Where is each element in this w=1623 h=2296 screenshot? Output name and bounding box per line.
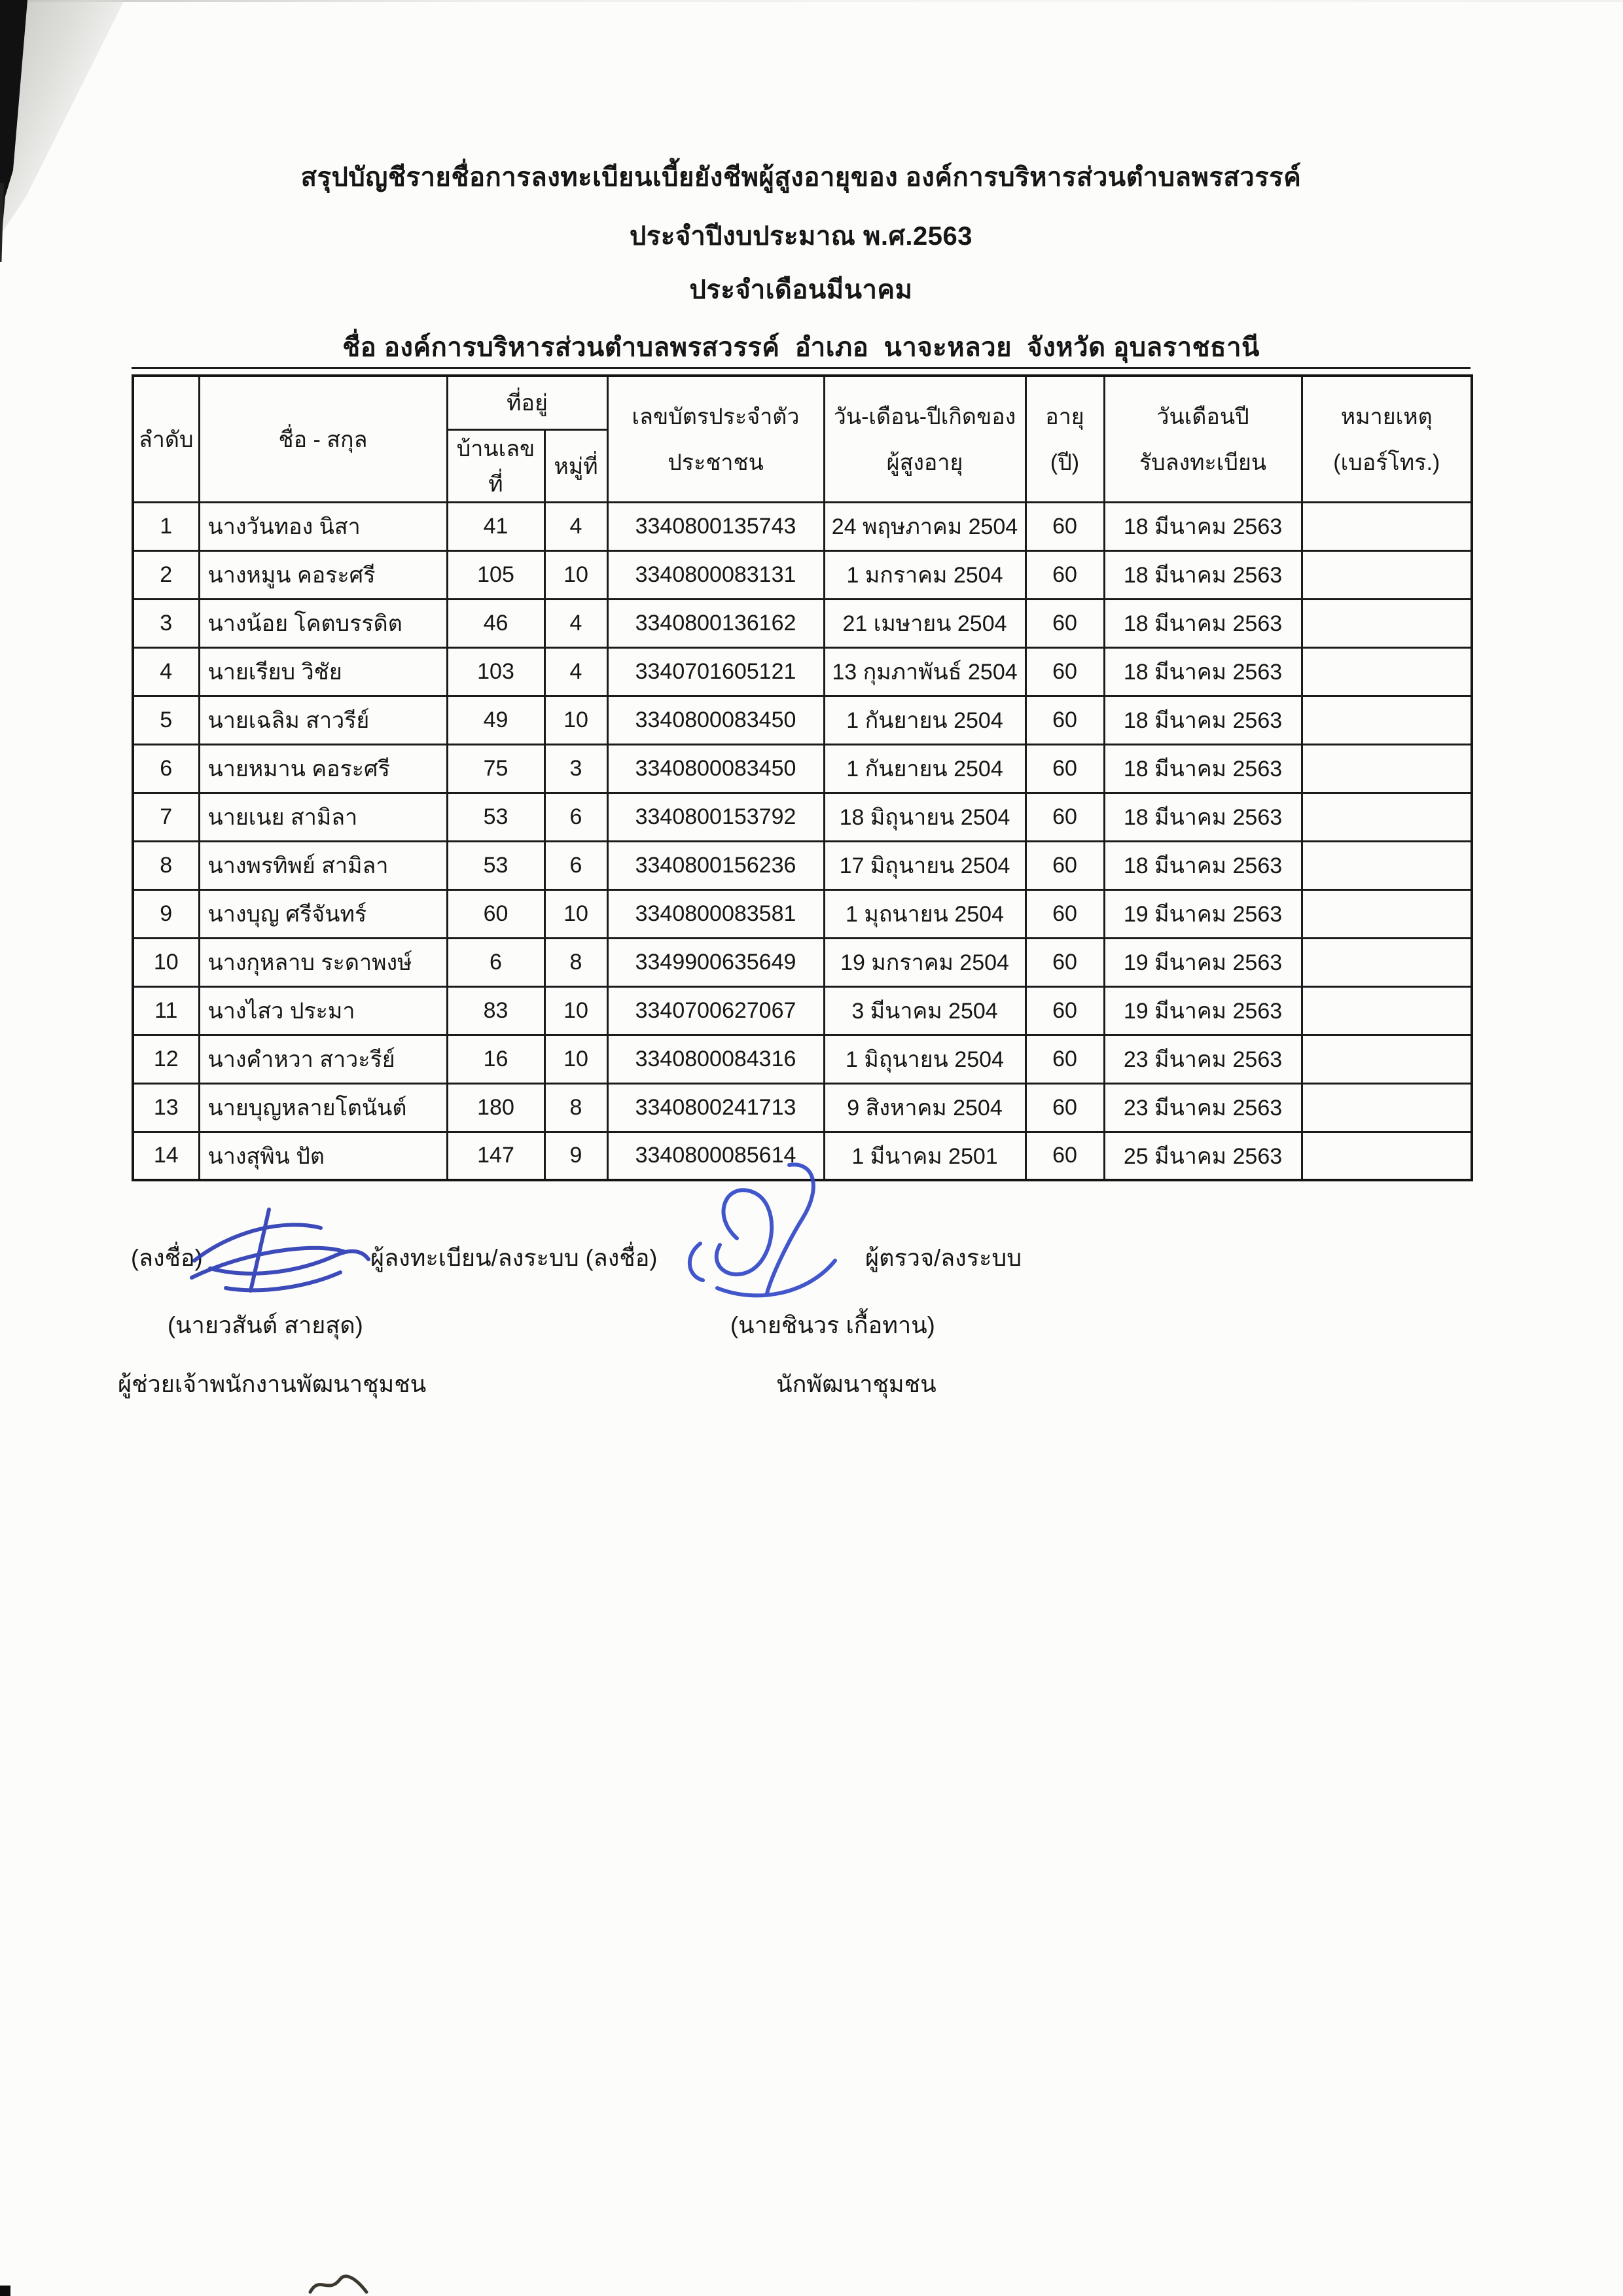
cell-no: 2 xyxy=(133,550,199,599)
cell-age: 60 xyxy=(1026,744,1104,793)
cell-reg-date: 23 มีนาคม 2563 xyxy=(1104,1035,1302,1083)
cell-reg-date: 18 มีนาคม 2563 xyxy=(1104,550,1302,599)
cell-note xyxy=(1302,1035,1472,1083)
scan-corner-shade-artifact xyxy=(0,0,124,236)
cell-house-no: 53 xyxy=(447,841,544,889)
signature-right xyxy=(674,1158,857,1309)
cell-no: 6 xyxy=(133,744,199,793)
cell-moo: 6 xyxy=(544,793,607,841)
cell-reg-date: 18 มีนาคม 2563 xyxy=(1104,841,1302,889)
cell-birth-date: 1 มีนาคม 2501 xyxy=(824,1132,1026,1180)
cell-moo: 10 xyxy=(544,889,607,938)
document-title-line4: ชื่อ องค์การบริหารส่วนตำบลพรสวรรค์ อำเภอ นาจะหลวย จังหวัด อุบลราชธานี xyxy=(342,333,1260,362)
cell-reg-date: 18 มีนาคม 2563 xyxy=(1104,744,1302,793)
cell-reg-date: 25 มีนาคม 2563 xyxy=(1104,1132,1302,1180)
sign-name-left: (นายวสันต์ สายสุด) xyxy=(168,1312,363,1338)
cell-reg-date: 19 มีนาคม 2563 xyxy=(1104,986,1302,1035)
cell-house-no: 6 xyxy=(447,938,544,986)
cell-note xyxy=(1302,647,1472,696)
registration-table xyxy=(132,374,1473,1181)
cell-age: 60 xyxy=(1026,647,1104,696)
cell-house-no: 103 xyxy=(447,647,544,696)
table-row xyxy=(133,599,1472,647)
cell-reg-date: 18 มีนาคม 2563 xyxy=(1104,599,1302,647)
cell-age: 60 xyxy=(1026,889,1104,938)
scan-top-edge-artifact xyxy=(0,0,1623,2)
cell-name: นายเฉลิม สาวรีย์ xyxy=(199,696,447,744)
cell-reg-date: 23 มีนาคม 2563 xyxy=(1104,1083,1302,1132)
document-title-line3: ประจำเดือนมีนาคม xyxy=(689,276,913,304)
cell-age: 60 xyxy=(1026,550,1104,599)
cell-name: นางสุพิน ปัต xyxy=(199,1132,447,1180)
cell-moo: 4 xyxy=(544,599,607,647)
sign-title-right: นักพัฒนาชุมชน xyxy=(776,1371,936,1397)
cell-id-card: 3340800083131 xyxy=(607,550,824,599)
cell-no: 9 xyxy=(133,889,199,938)
cell-note xyxy=(1302,793,1472,841)
cell-age: 60 xyxy=(1026,986,1104,1035)
table-row xyxy=(133,1035,1472,1083)
document-title-line2: ประจำปีงบประมาณ พ.ศ.2563 xyxy=(630,222,972,251)
cell-name: นางน้อย โคตบรรดิต xyxy=(199,599,447,647)
col-header-address: ที่อยู่ xyxy=(447,376,607,429)
table-row xyxy=(133,793,1472,841)
cell-note xyxy=(1302,889,1472,938)
cell-name: นางหมูน คอระศรี xyxy=(199,550,447,599)
cell-moo: 3 xyxy=(544,744,607,793)
cell-name: นางคำหวา สาวะรีย์ xyxy=(199,1035,447,1083)
cell-note xyxy=(1302,550,1472,599)
cell-house-no: 180 xyxy=(447,1083,544,1132)
cell-reg-date: 18 มีนาคม 2563 xyxy=(1104,502,1302,550)
cell-no: 1 xyxy=(133,502,199,550)
cell-no: 10 xyxy=(133,938,199,986)
cell-reg-date: 18 มีนาคม 2563 xyxy=(1104,793,1302,841)
cell-id-card: 3340700627067 xyxy=(607,986,824,1035)
cell-name: นางวันทอง นิสา xyxy=(199,502,447,550)
col-header-reg-date: วันเดือนปี รับลงทะเบียน xyxy=(1104,376,1302,502)
cell-moo: 4 xyxy=(544,647,607,696)
cell-age: 60 xyxy=(1026,841,1104,889)
table-row xyxy=(133,550,1472,599)
cell-birth-date: 1 มิถุนายน 2504 xyxy=(824,1035,1026,1083)
cell-no: 11 xyxy=(133,986,199,1035)
cell-reg-date: 18 มีนาคม 2563 xyxy=(1104,647,1302,696)
col-header-birth-date: วัน-เดือน-ปีเกิดของ ผู้สูงอายุ xyxy=(824,376,1026,502)
table-row xyxy=(133,889,1472,938)
table-row xyxy=(133,986,1472,1035)
cell-birth-date: 13 กุมภาพันธ์ 2504 xyxy=(824,647,1026,696)
cell-birth-date: 24 พฤษภาคม 2504 xyxy=(824,502,1026,550)
cell-note xyxy=(1302,696,1472,744)
cell-no: 13 xyxy=(133,1083,199,1132)
scan-left-edge-artifact xyxy=(0,183,4,262)
col-header-no: ลำดับ xyxy=(133,376,199,502)
cell-moo: 8 xyxy=(544,938,607,986)
cell-note xyxy=(1302,986,1472,1035)
table-row xyxy=(133,1083,1472,1132)
cell-age: 60 xyxy=(1026,793,1104,841)
cell-name: นางบุญ ศรีจันทร์ xyxy=(199,889,447,938)
scan-bottom-squiggle-artifact xyxy=(306,2270,372,2296)
signature-left xyxy=(187,1204,376,1302)
cell-no: 3 xyxy=(133,599,199,647)
cell-name: นายเรียบ วิชัย xyxy=(199,647,447,696)
scan-corner-black-artifact xyxy=(0,0,39,262)
cell-birth-date: 1 กันยายน 2504 xyxy=(824,744,1026,793)
cell-name: นายเนย สามิลา xyxy=(199,793,447,841)
cell-name: นางพรทิพย์ สามิลา xyxy=(199,841,447,889)
cell-birth-date: 1 มุถนายน 2504 xyxy=(824,889,1026,938)
cell-moo: 10 xyxy=(544,986,607,1035)
cell-house-no: 16 xyxy=(447,1035,544,1083)
sign-role-left-and-label: ผู้ลงทะเบียน/ลงระบบ (ลงชื่อ) xyxy=(370,1244,658,1271)
scan-bottom-corner-artifact xyxy=(0,2286,10,2296)
col-header-id-card: เลขบัตรประจำตัว ประชาชน xyxy=(607,376,824,502)
cell-house-no: 60 xyxy=(447,889,544,938)
cell-house-no: 147 xyxy=(447,1132,544,1180)
cell-birth-date: 9 สิงหาคม 2504 xyxy=(824,1083,1026,1132)
cell-id-card: 3340800135743 xyxy=(607,502,824,550)
cell-reg-date: 18 มีนาคม 2563 xyxy=(1104,696,1302,744)
cell-id-card: 3340800083581 xyxy=(607,889,824,938)
cell-house-no: 53 xyxy=(447,793,544,841)
cell-id-card: 3340800136162 xyxy=(607,599,824,647)
cell-age: 60 xyxy=(1026,1035,1104,1083)
col-header-age: อายุ (ปี) xyxy=(1026,376,1104,502)
cell-birth-date: 1 กันยายน 2504 xyxy=(824,696,1026,744)
cell-id-card: 3340800085614 xyxy=(607,1132,824,1180)
sign-label-left: (ลงชื่อ) xyxy=(131,1244,203,1271)
cell-moo: 10 xyxy=(544,696,607,744)
cell-no: 5 xyxy=(133,696,199,744)
table-row xyxy=(133,696,1472,744)
cell-house-no: 75 xyxy=(447,744,544,793)
cell-id-card: 3349900635649 xyxy=(607,938,824,986)
cell-house-no: 41 xyxy=(447,502,544,550)
table-row xyxy=(133,841,1472,889)
cell-no: 4 xyxy=(133,647,199,696)
cell-no: 8 xyxy=(133,841,199,889)
cell-house-no: 105 xyxy=(447,550,544,599)
cell-id-card: 3340800153792 xyxy=(607,793,824,841)
sign-title-left: ผู้ช่วยเจ้าพนักงานพัฒนาชุมชน xyxy=(118,1371,427,1397)
table-row xyxy=(133,502,1472,550)
cell-note xyxy=(1302,1132,1472,1180)
cell-reg-date: 19 มีนาคม 2563 xyxy=(1104,938,1302,986)
cell-birth-date: 18 มิถุนายน 2504 xyxy=(824,793,1026,841)
cell-house-no: 83 xyxy=(447,986,544,1035)
cell-age: 60 xyxy=(1026,599,1104,647)
cell-moo: 8 xyxy=(544,1083,607,1132)
cell-age: 60 xyxy=(1026,1083,1104,1132)
cell-name: นางไสว ประมา xyxy=(199,986,447,1035)
cell-name: นางกุหลาบ ระดาพงษ์ xyxy=(199,938,447,986)
cell-birth-date: 3 มีนาคม 2504 xyxy=(824,986,1026,1035)
cell-name: นายหมาน คอระศรี xyxy=(199,744,447,793)
cell-note xyxy=(1302,1083,1472,1132)
cell-birth-date: 17 มิถุนายน 2504 xyxy=(824,841,1026,889)
table-row xyxy=(133,647,1472,696)
cell-no: 14 xyxy=(133,1132,199,1180)
cell-birth-date: 1 มกราคม 2504 xyxy=(824,550,1026,599)
col-header-name: ชื่อ - สกุล xyxy=(199,376,447,502)
sign-role-right: ผู้ตรวจ/ลงระบบ xyxy=(865,1244,1022,1271)
cell-note xyxy=(1302,744,1472,793)
cell-no: 12 xyxy=(133,1035,199,1083)
document-title-line1: สรุปบัญชีรายชื่อการลงทะเบียนเบี้ยยังชีพผู้สูงอายุของ องค์การบริหารส่วนตำบลพรสวรรค์ xyxy=(300,163,1302,192)
cell-reg-date: 19 มีนาคม 2563 xyxy=(1104,889,1302,938)
cell-note xyxy=(1302,938,1472,986)
cell-birth-date: 19 มกราคม 2504 xyxy=(824,938,1026,986)
cell-moo: 4 xyxy=(544,502,607,550)
col-header-note: หมายเหตุ (เบอร์โทร.) xyxy=(1302,376,1472,502)
table-row xyxy=(133,938,1472,986)
table-top-rule xyxy=(132,367,1471,369)
cell-age: 60 xyxy=(1026,1132,1104,1180)
sign-name-right: (นายชินวร เกื้อทาน) xyxy=(730,1312,935,1338)
cell-id-card: 3340800083450 xyxy=(607,744,824,793)
cell-id-card: 3340800156236 xyxy=(607,841,824,889)
cell-id-card: 3340800241713 xyxy=(607,1083,824,1132)
cell-name: นายบุญหลายโตนันต์ xyxy=(199,1083,447,1132)
cell-house-no: 49 xyxy=(447,696,544,744)
table-row xyxy=(133,744,1472,793)
cell-note xyxy=(1302,841,1472,889)
cell-id-card: 3340800084316 xyxy=(607,1035,824,1083)
cell-moo: 10 xyxy=(544,550,607,599)
col-header-house-no: บ้านเลขที่ xyxy=(447,429,544,502)
cell-age: 60 xyxy=(1026,502,1104,550)
cell-note xyxy=(1302,599,1472,647)
cell-house-no: 46 xyxy=(447,599,544,647)
cell-no: 7 xyxy=(133,793,199,841)
cell-note xyxy=(1302,502,1472,550)
col-header-moo: หมู่ที่ xyxy=(544,429,607,502)
cell-moo: 6 xyxy=(544,841,607,889)
cell-id-card: 3340701605121 xyxy=(607,647,824,696)
cell-age: 60 xyxy=(1026,696,1104,744)
cell-moo: 10 xyxy=(544,1035,607,1083)
cell-id-card: 3340800083450 xyxy=(607,696,824,744)
cell-birth-date: 21 เมษายน 2504 xyxy=(824,599,1026,647)
cell-age: 60 xyxy=(1026,938,1104,986)
cell-moo: 9 xyxy=(544,1132,607,1180)
